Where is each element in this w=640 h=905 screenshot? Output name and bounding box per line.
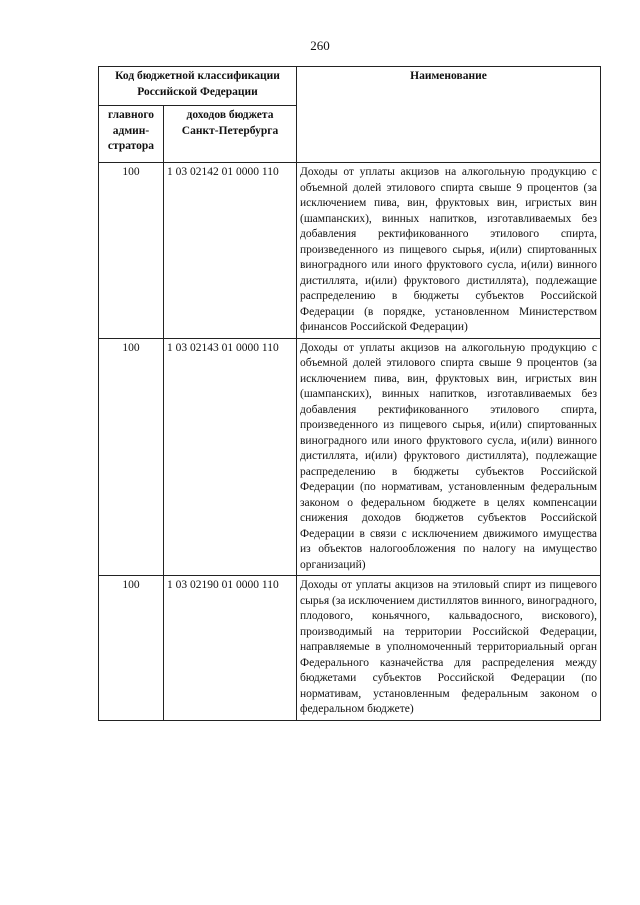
page-number: 260 bbox=[310, 38, 330, 53]
table-row bbox=[99, 163, 601, 339]
row-income-code: 1 03 02143 01 0000 110 bbox=[164, 338, 297, 576]
row-description bbox=[297, 163, 601, 339]
row-description-text: Доходы от уплаты акцизов на этиловый спирт из пищевого сырья (за исключением дистиллятов винного, виноградного, плодового, коньячного, кальвадосного, вискового), производимый на территории Российской Федерации, направляемые в уполномоченный территориальный орган Федерального казначейства для распределения между бюджетами субъектов Российской Федерации (по нормативам, установленным федеральным законом о федеральном бюджете) bbox=[300, 579, 597, 715]
row-income-code: 1 03 02142 01 0000 110 bbox=[164, 163, 297, 339]
row-description bbox=[297, 338, 601, 576]
header-spb-budget-income: доходов бюджета Санкт-Петербурга bbox=[164, 106, 297, 163]
row-description-text: Доходы от уплаты акцизов на алкогольную продукцию с объемной долей этилового спирта свыше 9 процентов (за исключением пива, вин, фруктовых вин, игристых вин (шампанских), винных напитков, изготавливаемых без добавления ректификованного этилового спирта, произведенного из пищевого сырья, и(или) спиртованных виноградного или иного фруктового сусла, и(или) винного дистиллята, и(или) фруктового дистиллята), подлежащие распределению в бюджеты субъектов Российской Федерации (в порядке, установленном Министерством финансов Российской Федерации) bbox=[300, 166, 597, 333]
table-header-row bbox=[99, 67, 601, 106]
header-budget-code-group: Код бюджетной классификации Российской Федерации bbox=[99, 67, 297, 106]
header-name: Наименование bbox=[297, 67, 601, 163]
row-description-text: Доходы от уплаты акцизов на алкогольную продукцию с объемной долей этилового спирта свыше 9 процентов (за исключением пива, вин, фруктовых вин, игристых вин (шампанских), винных напитков, изготавливаемых без добавления ректификованного этилового спирта, произведенного из пищевого сырья, и(или) спиртованных виноградного или иного фруктового сусла, и(или) винного дистиллята, и(или) фруктового дистиллята), подлежащие распределению в бюджеты субъектов Российской Федерации (по нормативам, установленным федеральным законом о федеральном бюджете в целях компенсации снижения доходов бюджетов субъектов Российской Федерации в связи с исключением движимого имущества из объектов налогообложения по налогу на имущество организаций) bbox=[300, 341, 597, 571]
row-admin-code: 100 bbox=[99, 576, 164, 721]
table-row bbox=[99, 338, 601, 576]
table-row bbox=[99, 576, 601, 721]
header-chief-administrator: главного админ-стратора bbox=[99, 106, 164, 163]
row-admin-code: 100 bbox=[99, 338, 164, 576]
row-income-code: 1 03 02190 01 0000 110 bbox=[164, 576, 297, 721]
row-description bbox=[297, 576, 601, 721]
budget-classification-table bbox=[98, 66, 601, 721]
row-admin-code: 100 bbox=[99, 163, 164, 339]
